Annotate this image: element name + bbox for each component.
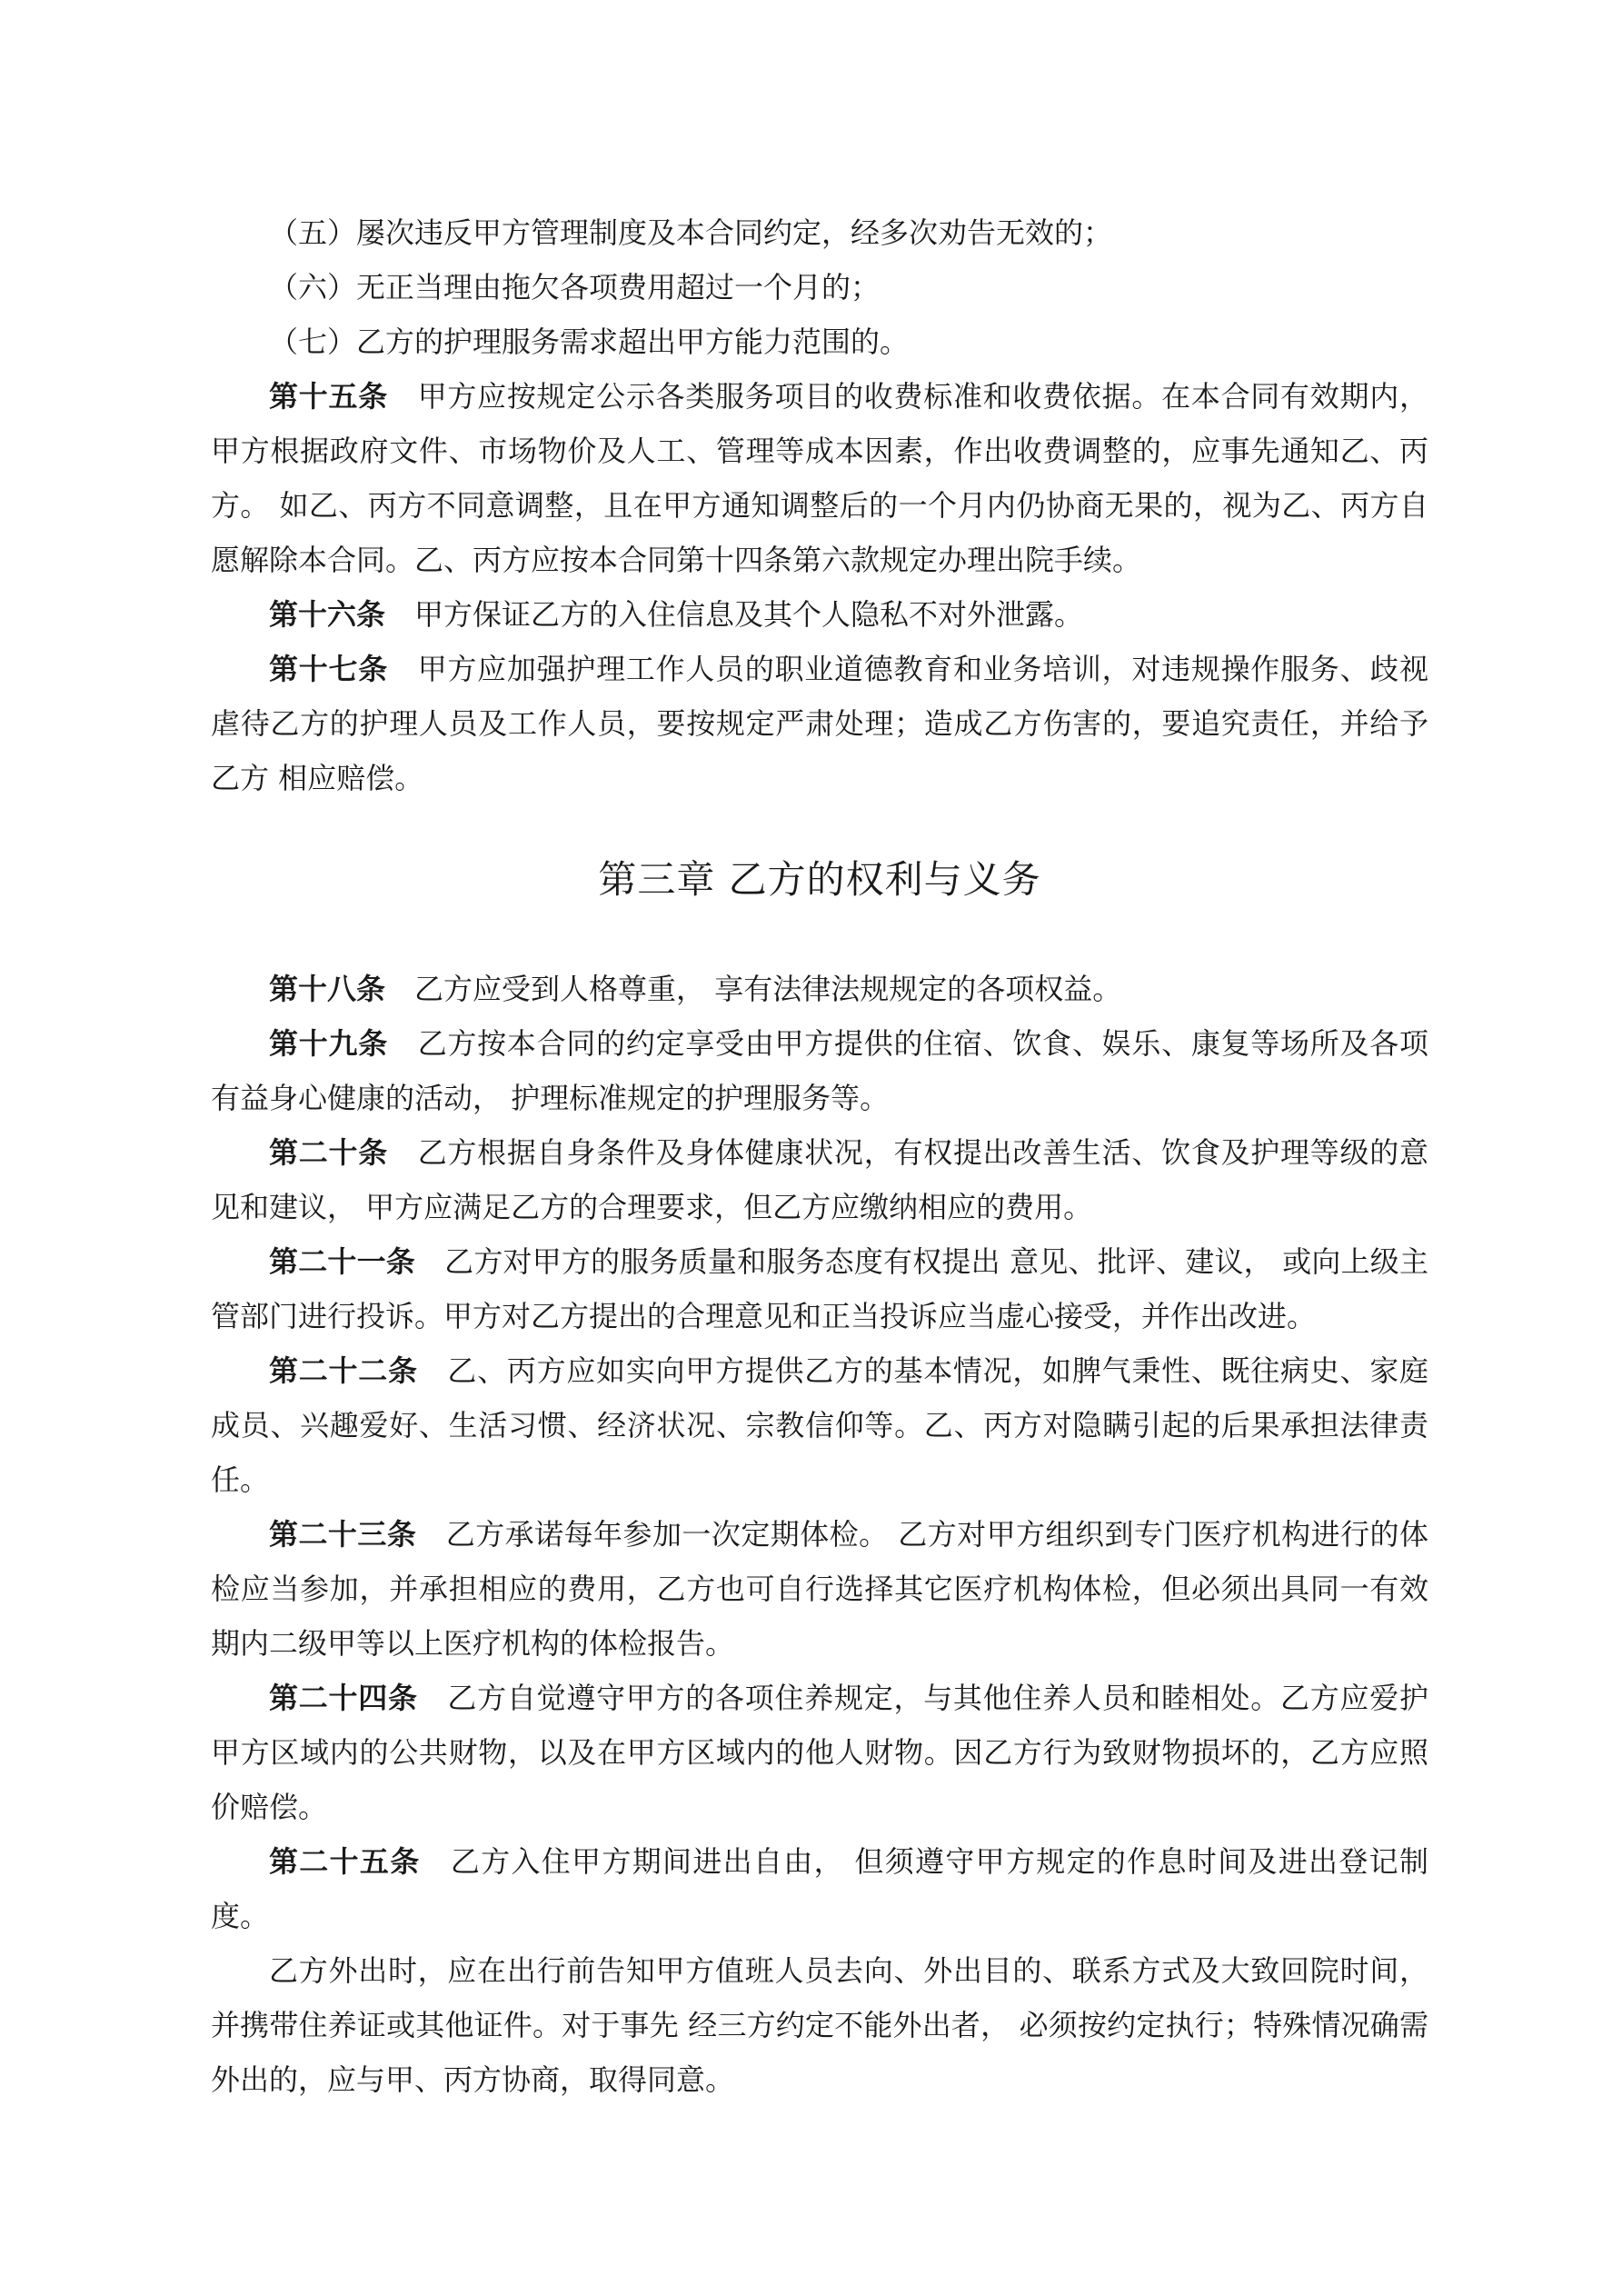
article-20-text: 乙方根据自身条件及身体健康状况，有权提出改善生活、饮食及护理等级的意见和建议， 甲方应满足乙方的合理要求，但乙方应缴纳相应的费用。	[211, 1135, 1428, 1224]
document-body	[211, 205, 1428, 2107]
article-20-label: 第二十条	[269, 1135, 388, 1170]
article-15	[211, 369, 1428, 587]
article-15-label: 第十五条	[269, 379, 388, 414]
clause-item-5: （五）屡次违反甲方管理制度及本合同约定，经多次劝告无效的；	[269, 215, 1113, 250]
article-23	[211, 1507, 1428, 1671]
article-24-text: 乙方自觉遵守甲方的各项住养规定，与其他住养人员和睦相处。乙方应爱护甲方区域内的公共财物，以及在甲方区域内的他人财物。因乙方行为致财物损坏的，乙方应照价赔偿。	[211, 1681, 1428, 1824]
clause-item-7: （七）乙方的护理服务需求超出甲方能力范围的。	[269, 324, 910, 359]
article-21-label: 第二十一条	[269, 1244, 415, 1279]
article-21-text: 乙方对甲方的服务质量和服务态度有权提出 意见、批评、建议， 或向上级主管部门进行投诉。甲方对乙方提出的合理意见和正当投诉应当虚心接受，并作出改进。	[211, 1244, 1428, 1333]
article-17-label: 第十七条	[269, 652, 388, 686]
article-16	[211, 587, 1428, 642]
chapter-title: 第三章 乙方的权利与义务	[598, 857, 1041, 902]
article-23-label: 第二十三条	[269, 1517, 417, 1552]
article-17-text: 甲方应加强护理工作人员的职业道德教育和业务培训，对违规操作服务、歧视虐待乙方的护理人员及工作人员，要按规定严肃处理；造成乙方伤害的，要追究责任，并给予乙方 相应赔偿。	[211, 652, 1428, 795]
article-23-text: 乙方承诺每年参加一次定期体检。 乙方对甲方组织到专门医疗机构进行的体检应当参加，并承担相应的费用，乙方也可自行选择其它医疗机构体检，但必须出具同一有效期内二级甲等以上医疗机构的体检报告。	[211, 1517, 1428, 1661]
article-19-label: 第十九条	[269, 1026, 388, 1061]
article-25	[211, 1834, 1428, 1943]
article-24-label: 第二十四条	[269, 1681, 418, 1715]
article-25-text: 乙方入住甲方期间进出自由， 但须遵守甲方规定的作息时间及进出登记制度。	[211, 1844, 1428, 1933]
article-21	[211, 1234, 1428, 1343]
closing-paragraph: 乙方外出时，应在出行前告知甲方值班人员去向、外出目的、联系方式及大致回院时间，并携带住养证或其他证件。对于事先 经三方约定不能外出者， 必须按约定执行；特殊情况确需外出的，应与甲、丙方协商，取得同意。	[211, 1953, 1428, 2097]
article-24	[211, 1671, 1428, 1834]
article-18-text: 乙方应受到人格尊重， 享有法律法规规定的各项权益。	[414, 972, 1122, 1006]
article-22-text: 乙、丙方应如实向甲方提供乙方的基本情况，如脾气秉性、既往病史、家庭成员、兴趣爱好、生活习惯、经济状况、宗教信仰等。乙、丙方对隐瞒引起的后果承担法律责任。	[211, 1353, 1428, 1497]
clause-item-6: （六）无正当理由拖欠各项费用超过一个月的；	[269, 270, 881, 304]
article-22	[211, 1343, 1428, 1507]
article-18	[211, 962, 1428, 1016]
article-17	[211, 642, 1428, 805]
article-25-label: 第二十五条	[269, 1844, 421, 1879]
article-19-text: 乙方按本合同的约定享受由甲方提供的住宿、饮食、娱乐、康复等场所及各项有益身心健康的活动， 护理标准规定的护理服务等。	[211, 1026, 1428, 1115]
article-19	[211, 1016, 1428, 1125]
article-16-text: 甲方保证乙方的入住信息及其个人隐私不对外泄露。	[414, 597, 1084, 632]
article-22-label: 第二十二条	[269, 1353, 418, 1388]
article-18-label: 第十八条	[269, 972, 386, 1006]
article-15-text: 甲方应按规定公示各类服务项目的收费标准和收费依据。在本合同有效期内，甲方根据政府文件、市场物价及人工、管理等成本因素，作出收费调整的，应事先通知乙、丙方。 如乙、丙方不同意调整，且在甲方通知调整后的一个月内仍协商无果的，视为乙、丙方自愿解除本合同。乙、丙方应按本合同第十四条第六款规定办理出院手续。	[211, 379, 1428, 577]
article-16-label: 第十六条	[269, 597, 386, 632]
article-20	[211, 1125, 1428, 1234]
